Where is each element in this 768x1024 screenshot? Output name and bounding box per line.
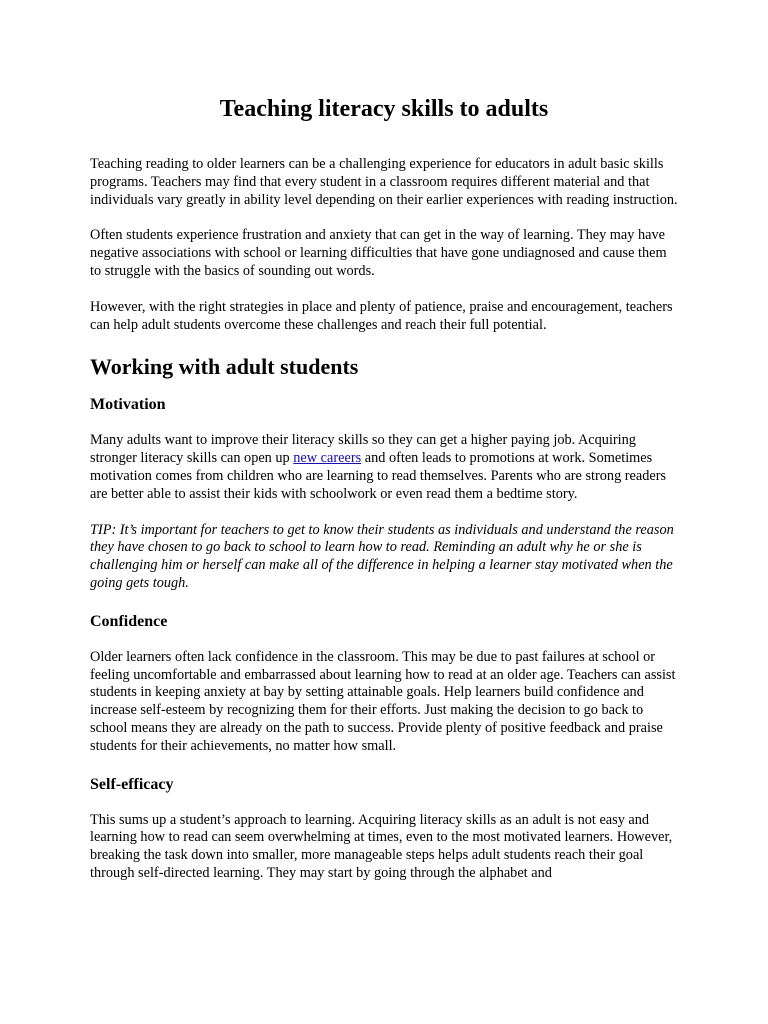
confidence-paragraph: Older learners often lack confidence in the classroom. This may be due to past failures at school or feeling uncomfortable and embarrassed about learning how to read at an older age. Teachers can assist students in keeping anxiety at bay by setting attainable goals. Help learners build confidence and increase self-esteem by recognizing them for their efforts. Just making the decision to go back to school means they are already on the path to success. Provide plenty of positive feedback and praise students for their achievements, no matter how small. xyxy=(90,648,676,754)
motivation-text-before: Many adults want to improve their literacy skills so they can get a higher paying job. Acquiring stronger literacy skills can open up xyxy=(90,432,636,467)
intro-paragraph-2: Often students experience frustration and anxiety that can get in the way of learning. They may have negative associations with school or learning difficulties that have gone undiagnosed and cause them to struggle with the basics of sounding out words. xyxy=(90,227,667,279)
subheading-motivation: Motivation xyxy=(90,396,166,414)
intro-paragraph-1: Teaching reading to older learners can be a challenging experience for educators in adult basic skills programs. Teachers may find that every student in a classroom requires different material and that individuals vary greatly in ability level depending on their earlier experiences with reading instruction. xyxy=(90,156,678,208)
new-careers-link[interactable]: new careers xyxy=(293,450,362,467)
subheading-self-efficacy: Self-efficacy xyxy=(90,775,174,793)
section-heading-working-with-adults: Working with adult students xyxy=(90,354,359,380)
motivation-paragraph xyxy=(90,432,678,503)
self-efficacy-paragraph: This sums up a student’s approach to learning. Acquiring literacy skills as an adult is not easy and learning how to read can seem overwhelming at times, even to the most motivated learners. However, breaking the task down into smaller, more manageable steps helps adult students reach their goal through self-directed learning. They may start by going through the alphabet and xyxy=(90,811,673,881)
intro-paragraph-3: However, with the right strategies in place and plenty of patience, praise and encouragement, teachers can help adult students overcome these challenges and reach their full potential. xyxy=(90,298,673,333)
motivation-text-after: and often leads to promotions at work. Sometimes motivation comes from children who are learning to read themselves. Parents who are strong readers are better able to assist their kids with schoolwork or even read them a bedtime story. xyxy=(90,450,667,502)
page-title: Teaching literacy skills to adults xyxy=(219,96,549,122)
motivation-tip: TIP: It’s important for teachers to get to know their students as individuals and understand the reason they have chosen to go back to school to learn how to read. Reminding an adult why he or she is challenging him or herself can make all of the difference in helping a learner stay motivated when the going gets tough. xyxy=(90,521,674,591)
subheading-confidence: Confidence xyxy=(90,612,168,630)
